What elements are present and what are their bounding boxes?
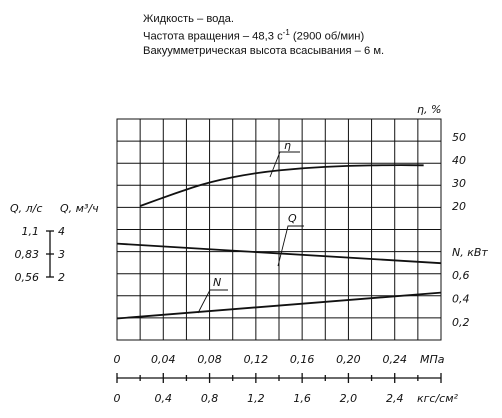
q-label-leader: [278, 226, 304, 266]
x-tick-label-kgf: 2,0: [339, 392, 358, 405]
note-rotation-prefix: Частота вращения – 48,3 с: [143, 30, 283, 43]
eta-tick-label: 30: [452, 177, 466, 190]
q-tick-label-ls: 0,56: [14, 271, 39, 284]
x-tick-label-mpa: 0,04: [151, 353, 176, 366]
x-tick-label-kgf: 2,4: [385, 392, 404, 405]
q-axis-label-m3h: Q, м³/ч: [60, 202, 99, 215]
eta-tick-label: 50: [452, 131, 466, 144]
q-axis-label-ls: Q, л/с: [10, 202, 43, 215]
n-tick-label: 0,4: [452, 292, 470, 306]
x-tick-label-kgf: 0,4: [154, 392, 173, 405]
x-axis-label-kgf: кгс/см²: [417, 392, 458, 405]
labels: [198, 139, 304, 313]
series-label-eta: η: [284, 139, 291, 152]
x-tick-label-kgf: 0,8: [200, 392, 219, 405]
series-label-q: Q: [288, 212, 297, 225]
series-label-n: N: [213, 276, 222, 289]
note-suction: Вакуумметрическая высота всасывания – 6 м.: [143, 44, 385, 57]
eta-axis-label: η, %: [417, 103, 442, 116]
q-tick-label-ls: 0,83: [14, 248, 39, 261]
q-tick-label-m3h: 3: [58, 248, 65, 261]
x-tick-label-mpa: 0,16: [289, 353, 315, 366]
x-tick-label-mpa: 0,20: [336, 353, 361, 366]
axes: [10, 103, 488, 405]
eta-tick-label: 20: [452, 200, 466, 213]
x-axis-label-mpa: МПа: [420, 353, 445, 366]
note-fluid: Жидкость – вода.: [143, 13, 234, 25]
n-tick-label: 0,2: [452, 316, 470, 329]
q-tick-label-m3h: 2: [58, 271, 65, 284]
n-axis-label: N, кВт: [452, 246, 488, 259]
x-tick-label-mpa: 0,08: [197, 353, 222, 366]
x-tick-label-mpa: 0,12: [243, 353, 269, 366]
x-tick-label-mpa: 0,24: [382, 353, 407, 366]
x-tick-label-mpa: 0: [113, 353, 121, 366]
grid: [117, 119, 441, 340]
x-tick-label-kgf: 0: [113, 392, 121, 405]
n-tick-label: 0,6: [452, 269, 470, 282]
q-tick-label-m3h: 4: [58, 225, 65, 238]
x-tick-label-kgf: 1,6: [293, 392, 311, 405]
x-tick-label-kgf: 1,2: [247, 392, 265, 405]
q-tick-label-ls: 1,1: [21, 225, 39, 238]
note-rotation-suffix: (2900 об/мин): [289, 30, 365, 43]
eta-tick-label: 40: [452, 154, 466, 167]
eta-label-leader: [270, 152, 300, 177]
note-rotation-sup: -1: [282, 28, 290, 37]
